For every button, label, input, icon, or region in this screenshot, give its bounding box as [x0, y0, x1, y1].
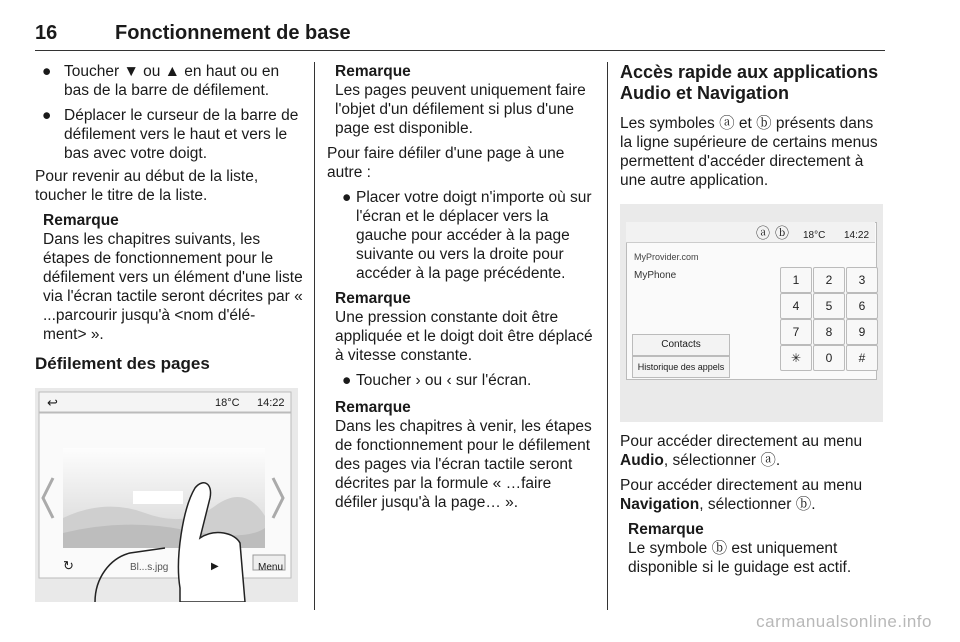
keypad-key: 2 — [813, 267, 845, 293]
note-label: Remarque — [335, 399, 411, 416]
keypad-key: # — [846, 345, 878, 371]
indented-list — [327, 188, 595, 283]
note — [327, 62, 595, 138]
paragraph: Pour accéder directement au menu Navigation, sélectionner ⓑ. — [620, 477, 863, 513]
provider-name: MyProvider.com — [634, 252, 699, 262]
header-rule — [35, 50, 885, 51]
audio-shortcut-icon: ⓐ — [756, 225, 770, 241]
note — [327, 289, 595, 365]
clock: 14:22 — [844, 230, 870, 241]
list-item-text: Toucher › ou ‹ sur l'écran. — [356, 372, 532, 389]
column-1 — [35, 62, 303, 602]
list-item-text: Toucher ▼ ou ▲ en haut ou en bas de la barre de défilement. — [64, 63, 280, 99]
list-item: ● Déplacer le curseur de la barre de défilement vers le haut et vers le bas avec votre doigt. — [42, 107, 299, 162]
play-icon: ▶ — [211, 561, 219, 572]
keypad-key: 8 — [813, 319, 845, 345]
note-text: Le symbole ⓑ est uniquement disponible si le guidage est actif. — [628, 540, 852, 576]
list-item-text: Placer votre doigt n'importe où sur l'écran et le déplacer vers la gauche pour accéder à la page suivante ou vers la droite pour accéder à la page précédente. — [356, 189, 592, 282]
contacts-button: Contacts — [632, 334, 730, 356]
note-label: Remarque — [335, 290, 411, 307]
note — [620, 520, 888, 577]
menu-name-audio: Audio — [620, 452, 664, 469]
section-heading: Défilement des pages — [35, 354, 210, 373]
clock: 14:22 — [257, 397, 285, 409]
file-name: Bl...s.jpg — [130, 562, 169, 573]
keypad-key: 4 — [780, 293, 812, 319]
navigation-shortcut-icon: ⓑ — [775, 225, 789, 241]
list-item: ● Toucher › ou ‹ sur l'écran. — [342, 372, 532, 389]
page-title: Fonctionnement de base — [115, 22, 351, 44]
keypad-key: 3 — [846, 267, 878, 293]
paragraph: Pour revenir au début de la liste, toucher le titre de la liste. — [35, 168, 259, 204]
note-label: Remarque — [628, 521, 704, 538]
phone-screen-illustration — [620, 204, 883, 422]
list-item-text: Déplacer le curseur de la barre de défilement vers le haut et vers le bas avec votre doigt. — [64, 107, 299, 162]
note-text: Dans les chapitres à venir, les étapes de fonctionnement pour le défilement des pages via l'écran tactile seront décrites par la formule « …faire défiler jusqu'à la page… ». — [335, 418, 592, 511]
note — [327, 398, 595, 512]
note-label: Remarque — [335, 63, 411, 80]
paragraph: Pour accéder directement au menu Audio, sélectionner ⓐ. — [620, 433, 863, 469]
keypad-key: ✳ — [780, 345, 812, 371]
note-text: Une pression constante doit être appliquée et le doigt doit être déplacé à vitesse constante. — [335, 309, 593, 364]
refresh-icon: ↻ — [63, 558, 74, 573]
list-item: ● Placer votre doigt n'importe où sur l'écran et le déplacer vers la gauche pour accéder à la page suivante ou vers la droite pour accéder à la page précédente. — [342, 189, 592, 282]
note-text: Les pages peuvent uniquement faire l'objet d'un défilement si plus d'une page est disponible. — [335, 82, 586, 137]
column-divider — [314, 62, 315, 610]
page-scroll-illustration — [35, 388, 298, 602]
device-name: MyPhone — [634, 270, 677, 281]
keypad-key: 7 — [780, 319, 812, 345]
keypad-key: 0 — [813, 345, 845, 371]
list-item: ● Toucher ▼ ou ▲ en haut ou en bas de la barre de défilement. — [42, 63, 280, 99]
temperature: 18°C — [215, 397, 240, 409]
column-3 — [620, 62, 888, 577]
page-number: 16 — [35, 22, 58, 44]
section-heading: Accès rapide aux applications Audio et Navigation — [620, 62, 879, 103]
column-2 — [327, 62, 595, 512]
paragraph: Les symboles ⓐ et ⓑ présents dans la ligne supérieure de certains menus permettent d'accéder directement à une autre application. — [620, 115, 878, 189]
menu-button: Menu — [258, 562, 284, 573]
back-icon: ↩ — [47, 395, 58, 410]
column-divider — [607, 62, 608, 610]
note — [35, 211, 303, 344]
note-label: Remarque — [43, 212, 119, 229]
paragraph: Pour faire défiler d'une page à une autre : — [327, 145, 565, 181]
keypad-key: 5 — [813, 293, 845, 319]
watermark: carmanualsonline.info — [756, 612, 932, 631]
keypad-key: 9 — [846, 319, 878, 345]
temperature: 18°C — [803, 230, 826, 241]
keypad-key: 1 — [780, 267, 812, 293]
menu-name-navigation: Navigation — [620, 496, 700, 513]
note-text: Dans les chapitres suivants, les étapes de fonctionnement pour le défilement vers un élément d'une liste via l'écran tactile seront décrites par « ...parcourir jusqu'à <nom d'élé- ment> ». — [43, 231, 303, 343]
call-history-button: Historique des appels — [632, 356, 730, 378]
keypad-key: 6 — [846, 293, 878, 319]
indented-list — [327, 371, 595, 390]
